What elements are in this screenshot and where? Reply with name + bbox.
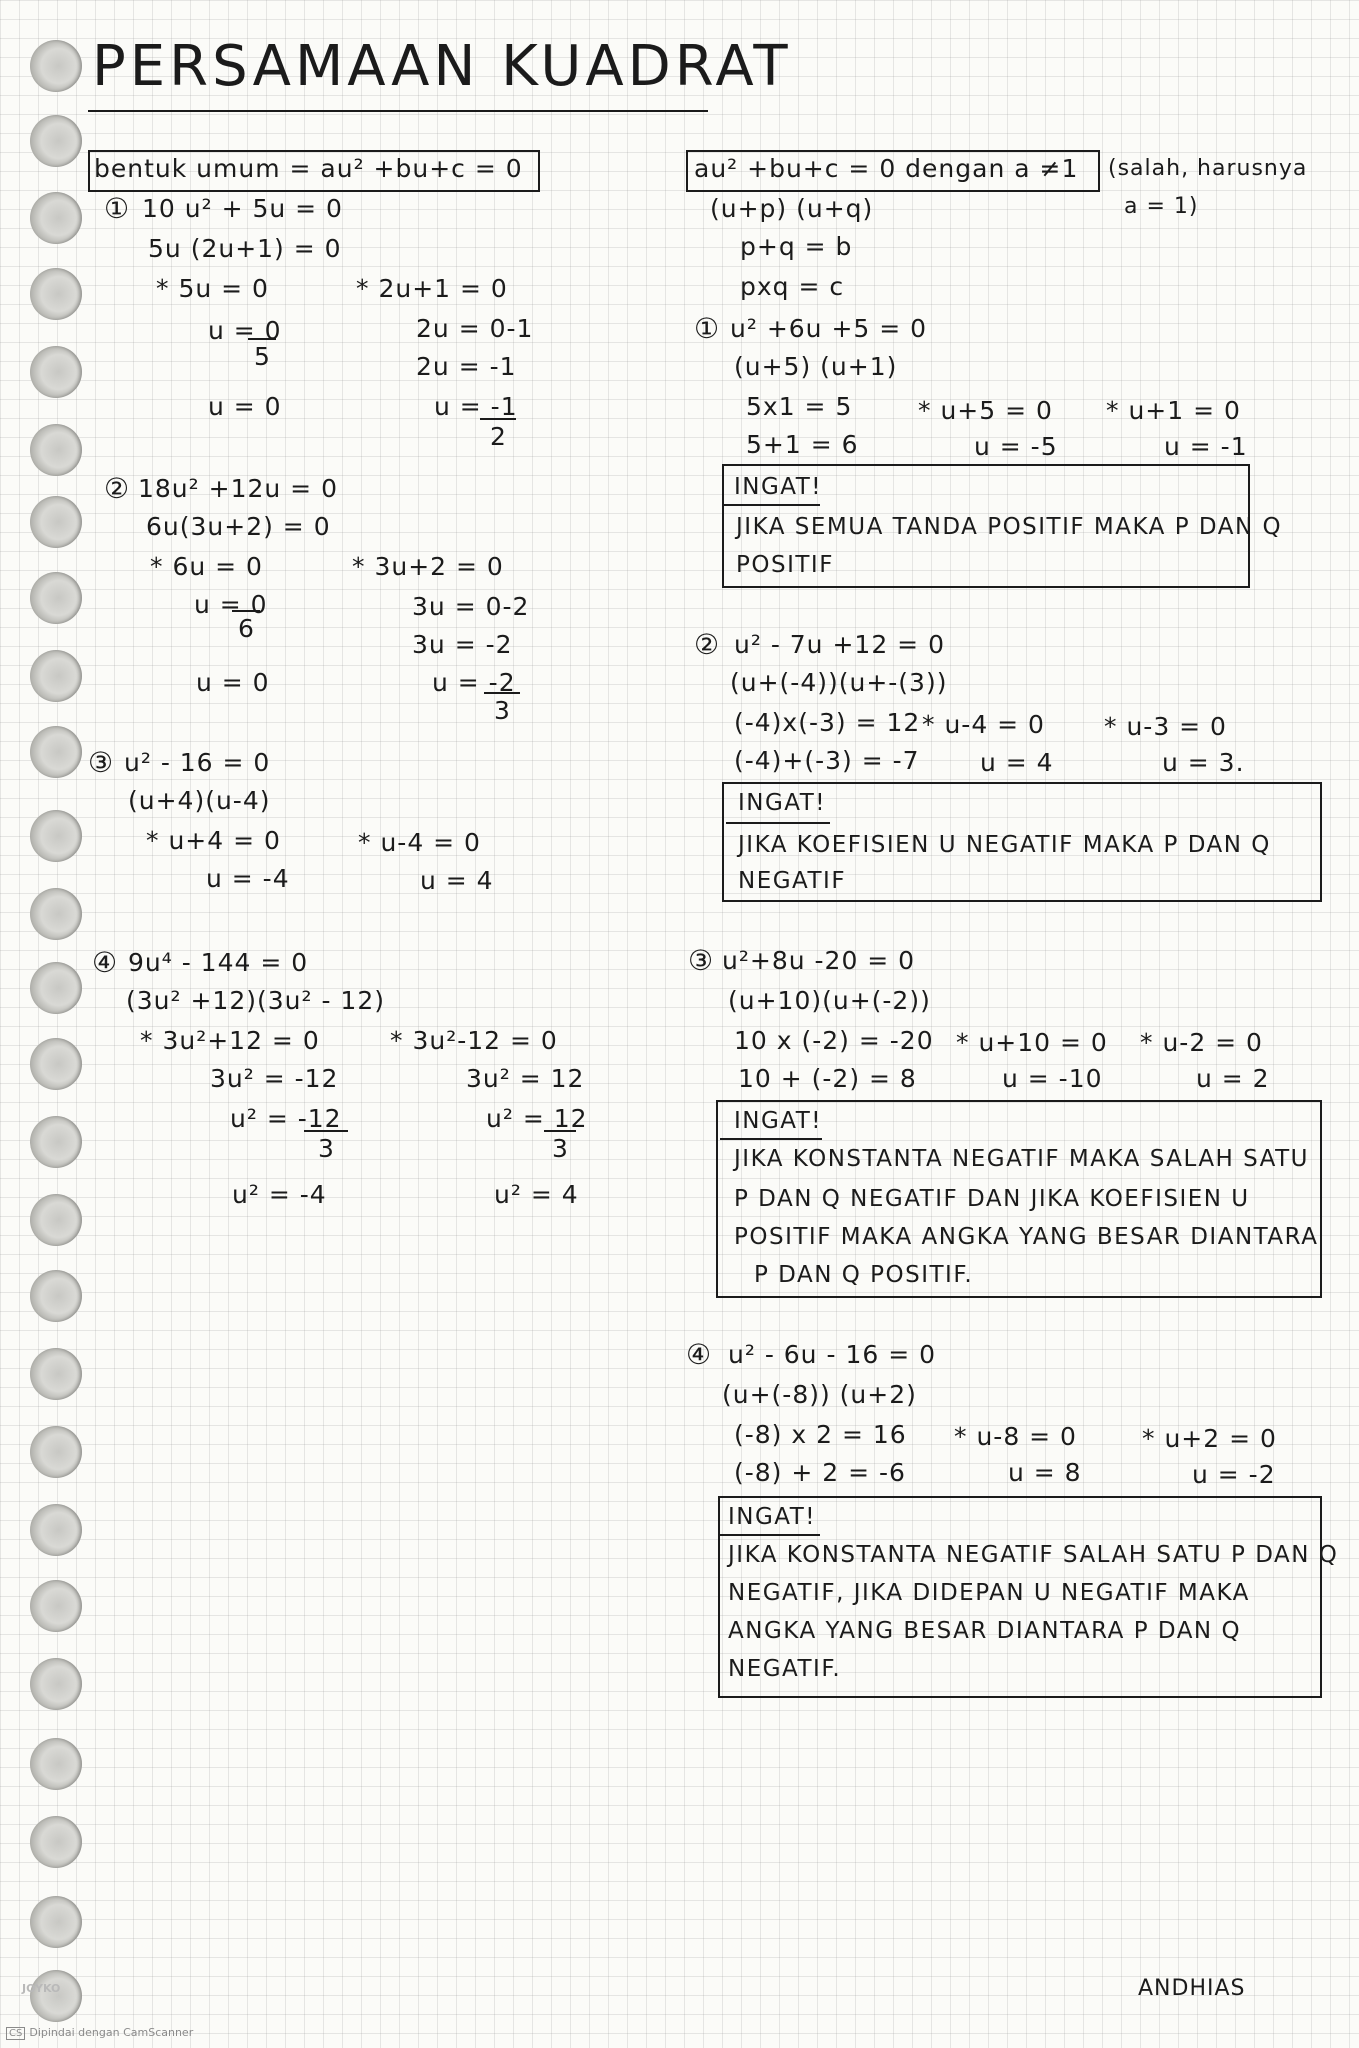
scanner-text: Dipindai dengan CamScanner <box>29 2026 194 2039</box>
p1-equation: 10 u² + 5u = 0 <box>142 194 343 223</box>
q3-factored: (u+10)(u+(-2)) <box>728 986 931 1015</box>
p3-b2: u = 4 <box>420 866 494 895</box>
p3-a2: u = -4 <box>206 864 290 893</box>
binder-hole <box>30 650 82 702</box>
q1-sum: 5+1 = 6 <box>746 430 859 459</box>
q2-number: ② <box>694 628 721 661</box>
binder-hole <box>30 1738 82 1790</box>
q4-note-line4: NEGATIF. <box>728 1656 842 1682</box>
p4-b1: * 3u²-12 = 0 <box>390 1026 558 1055</box>
binder-hole <box>30 1580 82 1632</box>
q2-root2: u = 3. <box>1162 748 1245 777</box>
binder-hole <box>30 496 82 548</box>
q3-note-head: INGAT! <box>734 1108 823 1134</box>
correction-note-1: (salah, harusnya <box>1108 156 1308 181</box>
p4-factored: (3u² +12)(3u² - 12) <box>126 986 385 1015</box>
p1-number: ① <box>104 192 131 225</box>
binder-hole <box>30 962 82 1014</box>
p3-b1: * u-4 = 0 <box>358 828 481 857</box>
general-form-label: bentuk umum = au² +bu+c = 0 <box>94 154 523 183</box>
q3-sum: 10 + (-2) = 8 <box>738 1064 917 1093</box>
q4-note-head: INGAT! <box>728 1504 817 1530</box>
p1-factored: 5u (2u+1) = 0 <box>148 234 342 263</box>
p1-a3: u = 0 <box>208 392 282 421</box>
p2-equation: 18u² +12u = 0 <box>138 474 338 503</box>
binder-hole <box>30 1658 82 1710</box>
p2-a2-denominator: 6 <box>232 608 260 643</box>
camscanner-badge: CS <box>6 2027 25 2040</box>
binder-hole <box>30 1270 82 1322</box>
q3-number: ③ <box>688 944 715 977</box>
p4-a1: * 3u²+12 = 0 <box>140 1026 320 1055</box>
q4-root2: u = -2 <box>1192 1460 1276 1489</box>
p2-b4: u = -2 <box>432 668 516 697</box>
scanner-watermark <box>6 2026 193 2040</box>
q2-sum: (-4)+(-3) = -7 <box>734 746 920 775</box>
p2-number: ② <box>104 472 131 505</box>
page-title: PERSAMAAN KUADRAT <box>92 34 792 99</box>
binder-hole <box>30 1116 82 1168</box>
p1-a2: u = 0 <box>208 316 282 345</box>
rule-factored: (u+p) (u+q) <box>710 194 874 223</box>
condition-label: au² +bu+c = 0 dengan a ≠1 <box>694 154 1079 183</box>
q3-product: 10 x (-2) = -20 <box>734 1026 934 1055</box>
p1-b2: 2u = 0-1 <box>416 314 534 343</box>
q4-root1: u = 8 <box>1008 1458 1082 1487</box>
q1-product: 5x1 = 5 <box>746 392 853 421</box>
q3-root1-eq: * u+10 = 0 <box>956 1028 1108 1057</box>
p1-b1: * 2u+1 = 0 <box>356 274 508 303</box>
p4-b2: 3u² = 12 <box>466 1064 585 1093</box>
rule-product: pxq = c <box>740 272 845 301</box>
p3-number: ③ <box>88 746 115 779</box>
q1-note-line2: POSITIF <box>736 552 834 578</box>
p4-b3-denominator: 3 <box>544 1128 576 1163</box>
p1-b4-denominator: 2 <box>480 416 516 451</box>
q2-root2-eq: * u-3 = 0 <box>1104 712 1227 741</box>
binder-hole <box>30 115 82 167</box>
binder-hole <box>30 1816 82 1868</box>
correction-note-2: a = 1) <box>1124 194 1199 219</box>
binder-hole <box>30 1348 82 1400</box>
p1-a2-denominator: 5 <box>248 336 276 371</box>
q2-note-line1: JIKA KOEFISIEN U NEGATIF MAKA P DAN Q <box>738 832 1271 858</box>
binder-hole <box>30 192 82 244</box>
q4-note-line3: ANGKA YANG BESAR DIANTARA P DAN Q <box>728 1618 1242 1644</box>
q2-product: (-4)x(-3) = 12 <box>734 708 921 737</box>
binder-hole <box>30 1504 82 1556</box>
paper-brand: JOYKO <box>22 1982 61 1995</box>
p4-a3: u² = -12 <box>230 1104 342 1133</box>
q1-note-divider <box>724 504 820 506</box>
p4-b3: u² = 12 <box>486 1104 588 1133</box>
p2-b4-denominator: 3 <box>484 690 520 725</box>
p3-equation: u² - 16 = 0 <box>124 748 271 777</box>
p2-a1: * 6u = 0 <box>150 552 263 581</box>
q1-factored: (u+5) (u+1) <box>734 352 898 381</box>
q3-equation: u²+8u -20 = 0 <box>722 946 916 975</box>
rule-sum: p+q = b <box>740 232 853 261</box>
binder-hole <box>30 572 82 624</box>
q3-root1: u = -10 <box>1002 1064 1103 1093</box>
p2-factored: 6u(3u+2) = 0 <box>146 512 331 541</box>
q3-root2-eq: * u-2 = 0 <box>1140 1028 1263 1057</box>
q4-note-line2: NEGATIF, JIKA DIDEPAN U NEGATIF MAKA <box>728 1580 1250 1606</box>
title-underline <box>88 110 708 112</box>
p4-a4: u² = -4 <box>232 1180 327 1209</box>
p2-a2: u = 0 <box>194 590 268 619</box>
p2-b1: * 3u+2 = 0 <box>352 552 504 581</box>
binder-hole <box>30 1896 82 1948</box>
binder-hole <box>30 810 82 862</box>
p4-a2: 3u² = -12 <box>210 1064 339 1093</box>
binder-hole <box>30 268 82 320</box>
q3-note-line1: JIKA KONSTANTA NEGATIF MAKA SALAH SATU <box>734 1146 1310 1172</box>
p2-b3: 3u = -2 <box>412 630 513 659</box>
binder-hole <box>30 1038 82 1090</box>
q3-note-line3: POSITIF MAKA ANGKA YANG BESAR DIANTARA <box>734 1224 1319 1250</box>
binder-hole <box>30 1194 82 1246</box>
binder-hole <box>30 888 82 940</box>
q2-note-divider <box>726 822 830 824</box>
q2-equation: u² - 7u +12 = 0 <box>734 630 945 659</box>
binder-hole <box>30 40 82 92</box>
p1-b3: 2u = -1 <box>416 352 517 381</box>
q2-root1-eq: * u-4 = 0 <box>922 710 1045 739</box>
p1-b4: u = -1 <box>434 392 518 421</box>
binder-hole <box>30 1426 82 1478</box>
q1-note-head: INGAT! <box>734 474 823 500</box>
p4-a3-denominator: 3 <box>304 1128 348 1163</box>
p1-a1: * 5u = 0 <box>156 274 269 303</box>
q4-sum: (-8) + 2 = -6 <box>734 1458 906 1487</box>
binder-hole <box>30 726 82 778</box>
q2-factored: (u+(-4))(u+-(3)) <box>730 668 948 697</box>
q4-factored: (u+(-8)) (u+2) <box>722 1380 917 1409</box>
q1-root2-eq: * u+1 = 0 <box>1106 396 1241 425</box>
p4-number: ④ <box>92 946 119 979</box>
q3-note-line4: P DAN Q POSITIF. <box>754 1262 974 1288</box>
binder-hole <box>30 424 82 476</box>
p2-b2: 3u = 0-2 <box>412 592 530 621</box>
q1-root2: u = -1 <box>1164 432 1248 461</box>
q4-equation: u² - 6u - 16 = 0 <box>728 1340 937 1369</box>
q1-root1: u = -5 <box>974 432 1058 461</box>
q1-number: ① <box>694 312 721 345</box>
q2-note-line2: NEGATIF <box>738 868 847 894</box>
p4-b4: u² = 4 <box>494 1180 579 1209</box>
q1-root1-eq: * u+5 = 0 <box>918 396 1053 425</box>
binder-hole <box>30 1970 82 2022</box>
q2-note-head: INGAT! <box>738 790 827 816</box>
q4-number: ④ <box>686 1338 713 1371</box>
p2-a3: u = 0 <box>196 668 270 697</box>
p3-factored: (u+4)(u-4) <box>128 786 271 815</box>
q3-note-line2: P DAN Q NEGATIF DAN JIKA KOEFISIEN U <box>734 1186 1250 1212</box>
binder-holes <box>30 40 90 2000</box>
q4-root2-eq: * u+2 = 0 <box>1142 1424 1277 1453</box>
q2-root1: u = 4 <box>980 748 1054 777</box>
author-signature: ANDHIAS <box>1138 1976 1246 2001</box>
q4-note-line1: JIKA KONSTANTA NEGATIF SALAH SATU P DAN Q <box>728 1542 1339 1568</box>
p4-equation: 9u⁴ - 144 = 0 <box>128 948 309 977</box>
q1-equation: u² +6u +5 = 0 <box>730 314 928 343</box>
q4-product: (-8) x 2 = 16 <box>734 1420 907 1449</box>
q4-root1-eq: * u-8 = 0 <box>954 1422 1077 1451</box>
p3-a1: * u+4 = 0 <box>146 826 281 855</box>
binder-hole <box>30 346 82 398</box>
q1-note-line1: JIKA SEMUA TANDA POSITIF MAKA P DAN Q <box>736 514 1283 540</box>
q3-root2: u = 2 <box>1196 1064 1270 1093</box>
